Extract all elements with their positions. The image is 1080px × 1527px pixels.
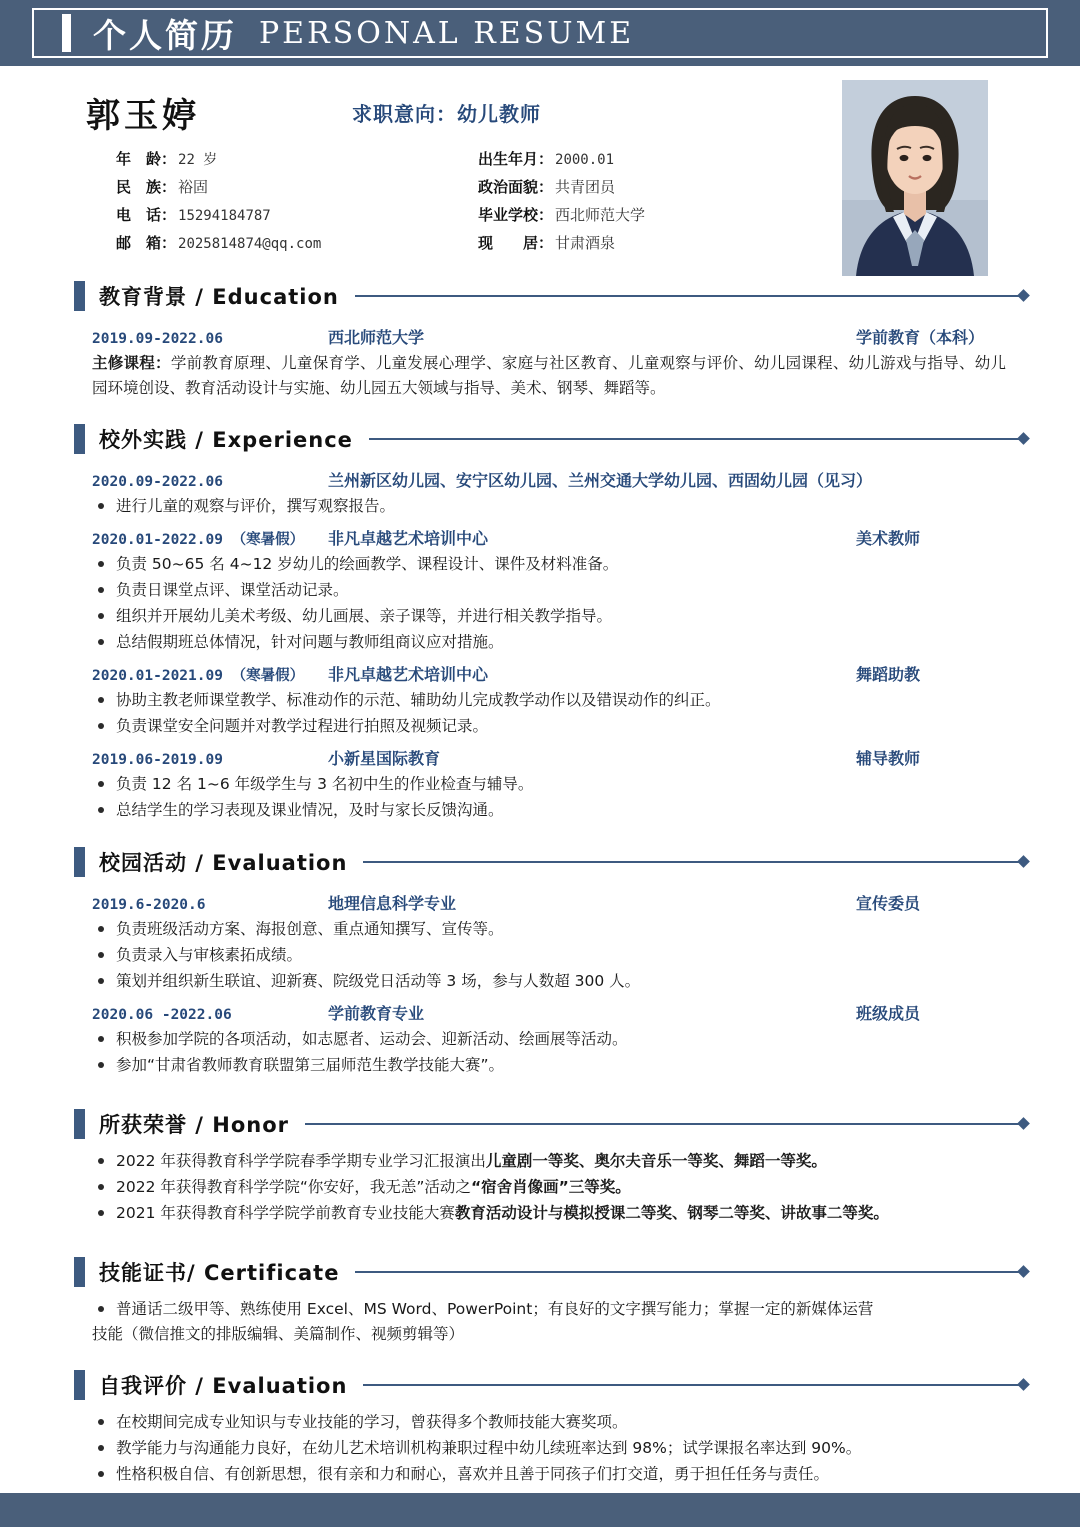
experience-entry (92, 468, 1006, 491)
honor-block (0, 1144, 1080, 1226)
heading-rule (363, 861, 1020, 863)
entry-date: 2019.06-2019.09 (92, 752, 223, 769)
entry-date: 2020.06 -2022.06 (92, 1006, 232, 1023)
info-row (116, 232, 321, 260)
entry-school: 西北师范大学 (328, 328, 425, 347)
section-heading-campus (0, 842, 1080, 882)
experience-bullets (92, 493, 1006, 519)
info-value: 裕固 (178, 178, 209, 196)
job-objective: 求职意向：幼儿教师 (352, 102, 541, 126)
info-value: 15294184787 (178, 208, 271, 224)
heading-rule (355, 1271, 1020, 1273)
info-row (478, 204, 645, 232)
list-item: 负责日课堂点评、课堂活动记录。 (92, 577, 1006, 603)
experience-entry (92, 526, 1006, 549)
list-item: 性格积极自信、有创新思想，很有亲和力和耐心，喜欢并且善于同孩子们打交道，勇于担任任务与责任。 (92, 1461, 1006, 1487)
document-title-en: PERSONAL RESUME (259, 15, 635, 51)
list-item: 教学能力与沟通能力良好，在幼儿艺术培训机构兼职过程中幼儿续班率达到 98%；试学课报名率达到 90%。 (92, 1435, 1006, 1461)
info-label: 毕业学校： (478, 206, 554, 224)
info-value: 2025814874@qq.com (178, 236, 322, 252)
campus-bullets (92, 1026, 1006, 1078)
experience-block (0, 459, 1080, 823)
entry-major: 学前教育专业 (328, 1003, 425, 1023)
list-item: 进行儿童的观察与评价，撰写观察报告。 (92, 493, 1006, 519)
entry-major: 学前教育（本科） (856, 328, 985, 347)
entry-date: 2020.01-2022.09 （寒暑假） (92, 532, 305, 549)
info-label: 现 居： (478, 234, 554, 252)
resume-body (0, 66, 1080, 1493)
campus-entry (92, 891, 1006, 914)
info-row (478, 232, 645, 260)
entry-role: 美术教师 (856, 529, 921, 549)
heading-rule (369, 438, 1020, 440)
info-label: 出生年月： (478, 150, 554, 168)
list-item: 积极参加学院的各项活动，如志愿者、运动会、迎新活动、绘画展等活动。 (92, 1026, 1006, 1052)
entry-date: 2019.6-2020.6 (92, 896, 206, 913)
section-heading-experience (0, 419, 1080, 459)
info-value: 22 岁 (178, 152, 218, 168)
info-label: 民 族： (116, 178, 177, 196)
info-row (116, 148, 321, 176)
entry-role: 辅导教师 (856, 749, 921, 769)
list-item: 总结假期班总体情况，针对问题与教师组商议应对措施。 (92, 629, 1006, 655)
honor-emphasis: 儿童剧一等奖、奥尔夫音乐一等奖、舞蹈一等奖。 (485, 1151, 827, 1170)
entry-major: 地理信息科学专业 (328, 893, 457, 913)
header-accent-bar (62, 14, 71, 52)
list-item: 组织并开展幼儿美术考级、幼儿画展、亲子课等，并进行相关教学指导。 (92, 603, 1006, 629)
campus-bullets (92, 916, 1006, 994)
info-row (478, 176, 645, 204)
heading-accent-bar (74, 1109, 85, 1139)
entry-role: 班级成员 (856, 1003, 921, 1023)
list-item (92, 1148, 1006, 1174)
heading-text: 自我评价 / Evaluation (99, 1373, 348, 1398)
list-item: 负责课堂安全问题并对教学过程进行拍照及视频记录。 (92, 713, 1006, 739)
experience-entry (92, 662, 1006, 685)
info-row (116, 204, 321, 232)
basic-info-block (0, 66, 1080, 276)
list-item (92, 1174, 1006, 1200)
entry-organization: 非凡卓越艺术培训中心 (328, 529, 489, 549)
document-header-bar (0, 0, 1080, 66)
list-item: 负责班级活动方案、海报创意、重点通知撰写、宣传等。 (92, 916, 1006, 942)
heading-accent-bar (74, 424, 85, 454)
applicant-photo (842, 80, 988, 276)
heading-rule (355, 295, 1020, 297)
experience-bullets (92, 687, 1006, 739)
list-item: 在校期间完成专业知识与专业技能的学习，曾获得多个教师技能大赛奖项。 (92, 1409, 1006, 1435)
honor-emphasis: 教育活动设计与模拟授课二等奖、钢琴二等奖、讲故事二等奖。 (454, 1203, 889, 1222)
applicant-name: 郭玉婷 (86, 96, 200, 136)
entry-date: 2020.09-2022.06 (92, 474, 223, 491)
list-item: 普通话二级甲等、熟练使用 Excel、MS Word、PowerPoint；有良好的文字撰写能力；掌握一定的新媒体运营 (92, 1296, 1006, 1322)
education-entry (92, 325, 1006, 348)
heading-text: 校外实践 / Experience (99, 428, 353, 453)
info-value: 甘肃酒泉 (555, 234, 616, 252)
info-value: 共青团员 (555, 178, 616, 196)
heading-rule (305, 1123, 1020, 1125)
entry-role: 舞蹈助教 (856, 665, 921, 685)
entry-organization: 小新星国际教育 (328, 749, 441, 769)
document-title-cn: 个人简历 (93, 15, 237, 55)
heading-accent-bar (74, 1370, 85, 1400)
experience-entry (92, 746, 1006, 769)
entry-date: 2020.01-2021.09 （寒暑假） (92, 668, 305, 685)
section-heading-honor (0, 1104, 1080, 1144)
info-label: 政治面貌： (478, 178, 554, 196)
info-label: 电 话： (116, 206, 177, 224)
certificate-bullets (92, 1296, 1006, 1322)
heading-accent-bar (74, 281, 85, 311)
info-value: 2000.01 (555, 152, 615, 168)
heading-text: 校园活动 / Evaluation (99, 850, 348, 875)
info-row (478, 148, 645, 176)
entry-organization: 非凡卓越艺术培训中心 (328, 665, 489, 685)
self-evaluation-bullets (92, 1409, 1006, 1487)
info-column-right (478, 148, 645, 260)
honor-emphasis: “宿舍肖像画”三等奖。 (470, 1177, 631, 1196)
courses-text: 学前教育原理、儿童保育学、儿童发展心理学、家庭与社区教育、儿童观察与评价、幼儿园课程、幼儿游戏与指导、幼儿园环境创设、教育活动设计与实施、幼儿园五大领域与指导、美术、钢琴、舞蹈等。 (92, 354, 1006, 398)
self-evaluation-block (0, 1405, 1080, 1487)
heading-accent-bar (74, 1257, 85, 1287)
heading-text: 教育背景 / Education (99, 285, 339, 309)
entry-organization: 兰州新区幼儿园、安宁区幼儿园、兰州交通大学幼儿园、西固幼儿园（见习） (328, 471, 873, 491)
section-heading-certificate (0, 1252, 1080, 1292)
certificate-text-continued: 技能（微信推文的排版编辑、美篇制作、视频剪辑等） (92, 1324, 465, 1343)
list-item: 参加“甘肃省教师教育联盟第三届师范生教学技能大赛”。 (92, 1052, 1006, 1078)
campus-block (0, 882, 1080, 1078)
list-item: 负责 50~65 名 4~12 岁幼儿的绘画教学、课程设计、课件及材料准备。 (92, 551, 1006, 577)
list-item: 负责录入与审核素拓成绩。 (92, 942, 1006, 968)
heading-text: 所获荣誉 / Honor (99, 1112, 290, 1137)
education-courses (92, 351, 1006, 401)
document-footer-bar (0, 1493, 1080, 1527)
header-frame (32, 8, 1048, 58)
honor-bullets (92, 1148, 1006, 1226)
experience-bullets (92, 771, 1006, 823)
heading-rule (363, 1384, 1020, 1386)
list-item: 策划并组织新生联谊、迎新赛、院级党日活动等 3 场，参与人数超 300 人。 (92, 968, 1006, 994)
heading-text: 技能证书/ Certificate (99, 1260, 340, 1285)
honor-text: 2022 年获得教育科学学院春季学期专业学习汇报演出 (116, 1151, 486, 1170)
list-item: 负责 12 名 1~6 年级学生与 3 名初中生的作业检查与辅导。 (92, 771, 1006, 797)
info-value: 西北师范大学 (555, 206, 646, 224)
info-label: 邮 箱： (116, 234, 177, 252)
experience-bullets (92, 551, 1006, 655)
entry-date: 2019.09-2022.06 (92, 331, 223, 347)
list-item (92, 1200, 1006, 1226)
list-item: 总结学生的学习表现及课业情况，及时与家长反馈沟通。 (92, 797, 1006, 823)
section-heading-self-evaluation (0, 1365, 1080, 1405)
campus-entry (92, 1001, 1006, 1024)
list-item: 协助主教老师课堂教学、标准动作的示范、辅助幼儿完成教学动作以及错误动作的纠正。 (92, 687, 1006, 713)
info-row (116, 176, 321, 204)
section-heading-education (0, 276, 1080, 316)
honor-text: 2022 年获得教育科学学院“你安好，我无恙”活动之 (116, 1177, 471, 1196)
info-label: 年 龄： (116, 150, 177, 168)
certificate-block (0, 1292, 1080, 1347)
info-column-left (116, 148, 321, 260)
courses-label: 主修课程： (92, 354, 171, 372)
honor-text: 2021 年获得教育科学学院学前教育专业技能大赛 (116, 1203, 455, 1222)
education-block (0, 316, 1080, 401)
entry-role: 宣传委员 (856, 893, 921, 913)
heading-accent-bar (74, 847, 85, 877)
